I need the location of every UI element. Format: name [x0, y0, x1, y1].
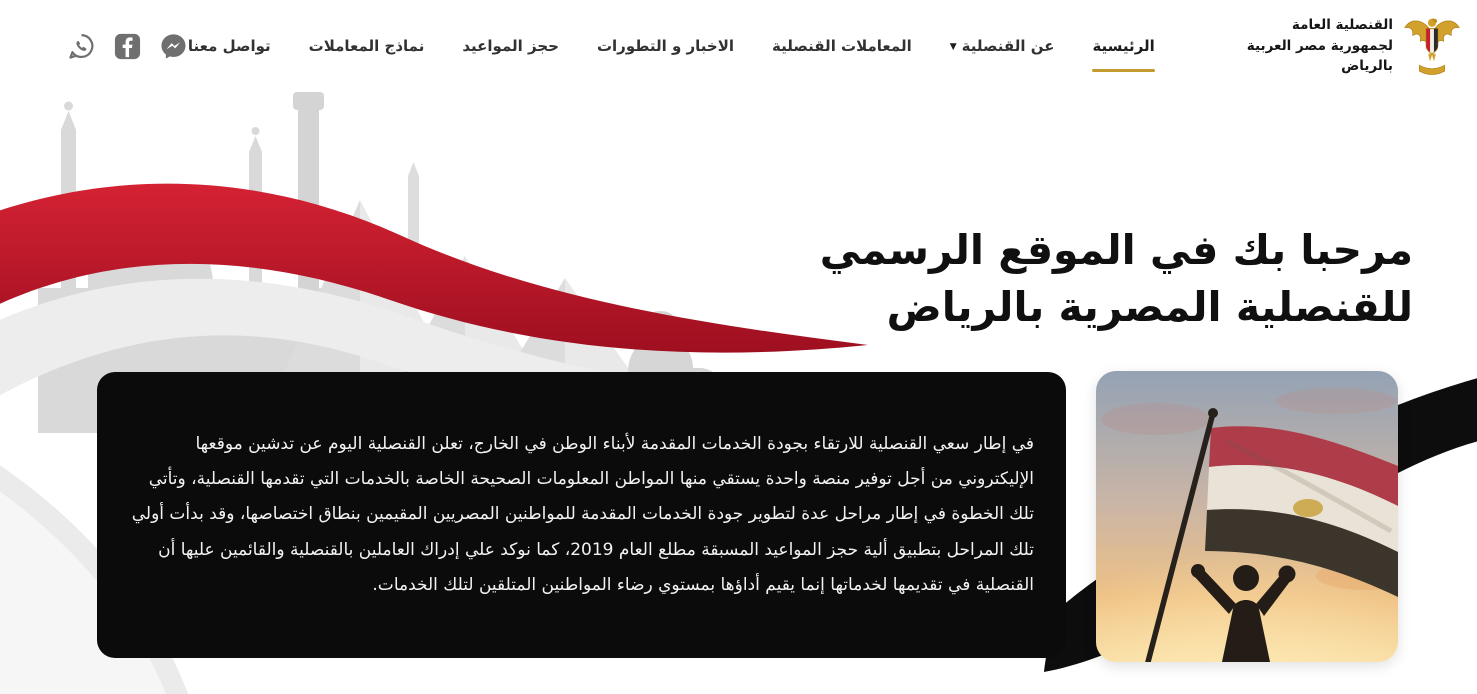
hero-photo — [1096, 371, 1398, 662]
nav-item-consular-transactions[interactable]: المعاملات القنصلية — [772, 37, 912, 55]
chevron-down-icon: ▼ — [949, 42, 957, 52]
nav-item-about-consulate[interactable]: عن القنصلية▼ — [949, 37, 1055, 55]
page-title-line2: للقنصلية المصرية بالرياض — [886, 282, 1413, 331]
intro-paragraph: في إطار سعي القنصلية للارتقاء بجودة الخدمات المقدمة لأبناء الوطن في الخارج، تعلن القنصلية اليوم عن تدشين موقعها الإليكتروني من أجل توفير منصة واحدة يستقي منها المواطن المعلومات الصحيحة الخاصة بالخدمات التي تقدمها القنصلية، وتأتي تلك الخطوة في إطار مراحل عدة لتطوير جودة الخدمات المقدمة للمواطنين المصريين المقيمين بنطاق اختصاصها، وقد بدأت أولي تلك المراحل بتطبيق ألية حجز المواعيد المسبقة مطلع العام 2019، كما نوكد علي إدراك العاملين بالقنصلية والقائمين عليها أن القنصلية في تقديمها لخدماتها إنما يقيم أداؤها بمستوي رضاء المواطنين المتلقين لتلك الخدمات. — [131, 434, 1034, 595]
page-title-line1: مرحبا بك في الموقع الرسمي — [819, 226, 1413, 274]
messenger-icon[interactable] — [159, 32, 188, 61]
nav-item-contact-us[interactable]: تواصل معنا — [187, 37, 271, 55]
egypt-flag-photo-illustration — [1096, 371, 1398, 662]
social-links — [67, 32, 188, 61]
facebook-icon[interactable] — [113, 32, 142, 61]
nav-item-book-appointments[interactable]: حجز المواعيد — [462, 37, 559, 55]
site-title — [1247, 15, 1393, 78]
whatsapp-icon[interactable] — [67, 32, 96, 61]
site-title-line2: لجمهورية مصر العربية — [1246, 37, 1393, 54]
egypt-coat-of-arms-icon — [1403, 14, 1461, 78]
main-nav — [188, 37, 1155, 55]
intro-panel — [97, 372, 1066, 658]
nav-item-transaction-forms[interactable]: نماذج المعاملات — [308, 37, 425, 55]
page-title — [820, 222, 1413, 335]
site-title-line1: القنصلية العامة — [1291, 16, 1393, 33]
nav-item-news-developments[interactable]: الاخبار و التطورات — [596, 37, 735, 55]
site-title-line3: بالرياض — [1341, 58, 1393, 75]
top-navigation-bar — [0, 0, 1477, 92]
site-logo[interactable] — [1247, 14, 1461, 78]
nav-item-home[interactable]: الرئيسية — [1092, 37, 1155, 55]
